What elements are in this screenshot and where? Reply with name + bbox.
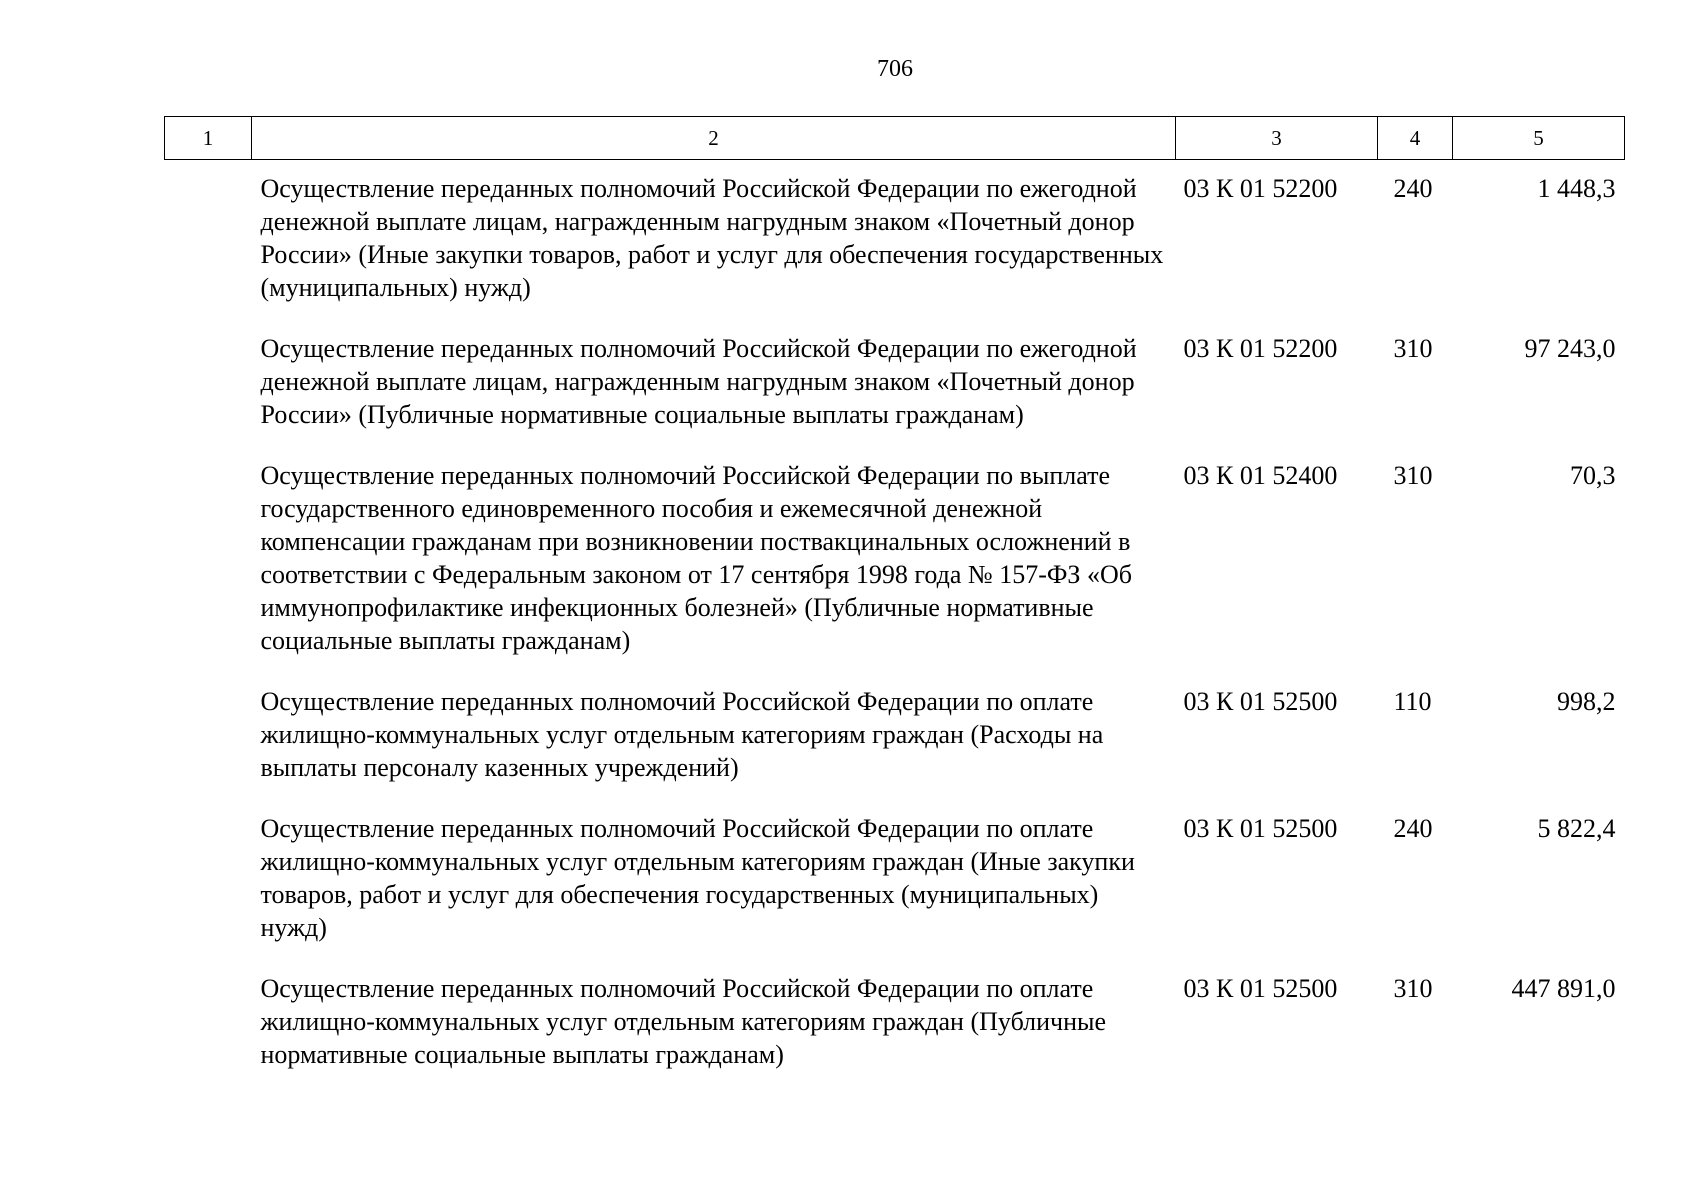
row-index-cell [165, 958, 252, 1085]
column-header-1: 1 [165, 117, 252, 160]
table-row [165, 958, 1625, 1085]
row-expense-type: 310 [1393, 974, 1433, 1003]
row-expense-type: 240 [1393, 814, 1433, 843]
row-description: Осуществление переданных полномочий Российской Федерации по ежегодной денежной выплате лицам, награжденным нагрудным знаком «Почетный донор России» (Публичные нормативные социальные выплаты гражданам) [260, 334, 1137, 429]
row-index-cell [165, 318, 252, 445]
table-row [165, 318, 1625, 445]
row-expense-type: 240 [1393, 174, 1433, 203]
column-header-2: 2 [252, 117, 1176, 160]
row-description: Осуществление переданных полномочий Российской Федерации по оплате жилищно-коммунальных услуг отдельным категориям граждан (Иные закупки товаров, работ и услуг для обеспечения государственных (муниципальных) нужд) [260, 814, 1135, 942]
row-target-code: 03 К 01 52400 [1183, 461, 1338, 490]
table-row [165, 445, 1625, 671]
row-index-cell [165, 671, 252, 798]
row-amount: 447 891,0 [1511, 974, 1616, 1003]
budget-table [164, 116, 1625, 1085]
row-index-cell [165, 445, 252, 671]
row-target-code: 03 К 01 52500 [1183, 814, 1338, 843]
row-description: Осуществление переданных полномочий Российской Федерации по оплате жилищно-коммунальных услуг отдельным категориям граждан (Расходы на выплаты персоналу казенных учреждений) [260, 687, 1104, 782]
table-row [165, 671, 1625, 798]
row-expense-type: 110 [1393, 687, 1432, 716]
row-amount: 70,3 [1570, 461, 1616, 490]
row-amount: 998,2 [1557, 687, 1616, 716]
row-expense-type: 310 [1393, 461, 1433, 490]
table-row [165, 798, 1625, 958]
row-target-code: 03 К 01 52200 [1183, 174, 1338, 203]
row-amount: 5 822,4 [1537, 814, 1616, 843]
column-header-3: 3 [1176, 117, 1378, 160]
row-description: Осуществление переданных полномочий Российской Федерации по выплате государственного единовременного пособия и ежемесячной денежной компенсации гражданам при возникновении поствакцинальных осложнений в соответствии с Федеральным законом от 17 сентября 1998 года № 157-ФЗ «Об иммунопрофилактике инфекционных болезней» (Публичные нормативные социальные выплаты гражданам) [260, 461, 1132, 655]
row-expense-type: 310 [1393, 334, 1433, 363]
row-amount: 97 243,0 [1524, 334, 1616, 363]
row-description: Осуществление переданных полномочий Российской Федерации по оплате жилищно-коммунальных услуг отдельным категориям граждан (Публичные нормативные социальные выплаты гражданам) [260, 974, 1107, 1069]
table-header-row [165, 117, 1625, 160]
row-description: Осуществление переданных полномочий Российской Федерации по ежегодной денежной выплате лицам, награжденным нагрудным знаком «Почетный донор России» (Иные закупки товаров, работ и услуг для обеспечения государственных (муниципальных) нужд) [260, 174, 1164, 302]
row-target-code: 03 К 01 52500 [1183, 974, 1338, 1003]
row-index-cell [165, 160, 252, 319]
row-target-code: 03 К 01 52200 [1183, 334, 1338, 363]
table-row [165, 160, 1625, 319]
row-index-cell [165, 798, 252, 958]
page-number: 706 [877, 56, 913, 82]
row-amount: 1 448,3 [1537, 174, 1616, 203]
row-target-code: 03 К 01 52500 [1183, 687, 1338, 716]
column-header-5: 5 [1453, 117, 1625, 160]
column-header-4: 4 [1378, 117, 1453, 160]
